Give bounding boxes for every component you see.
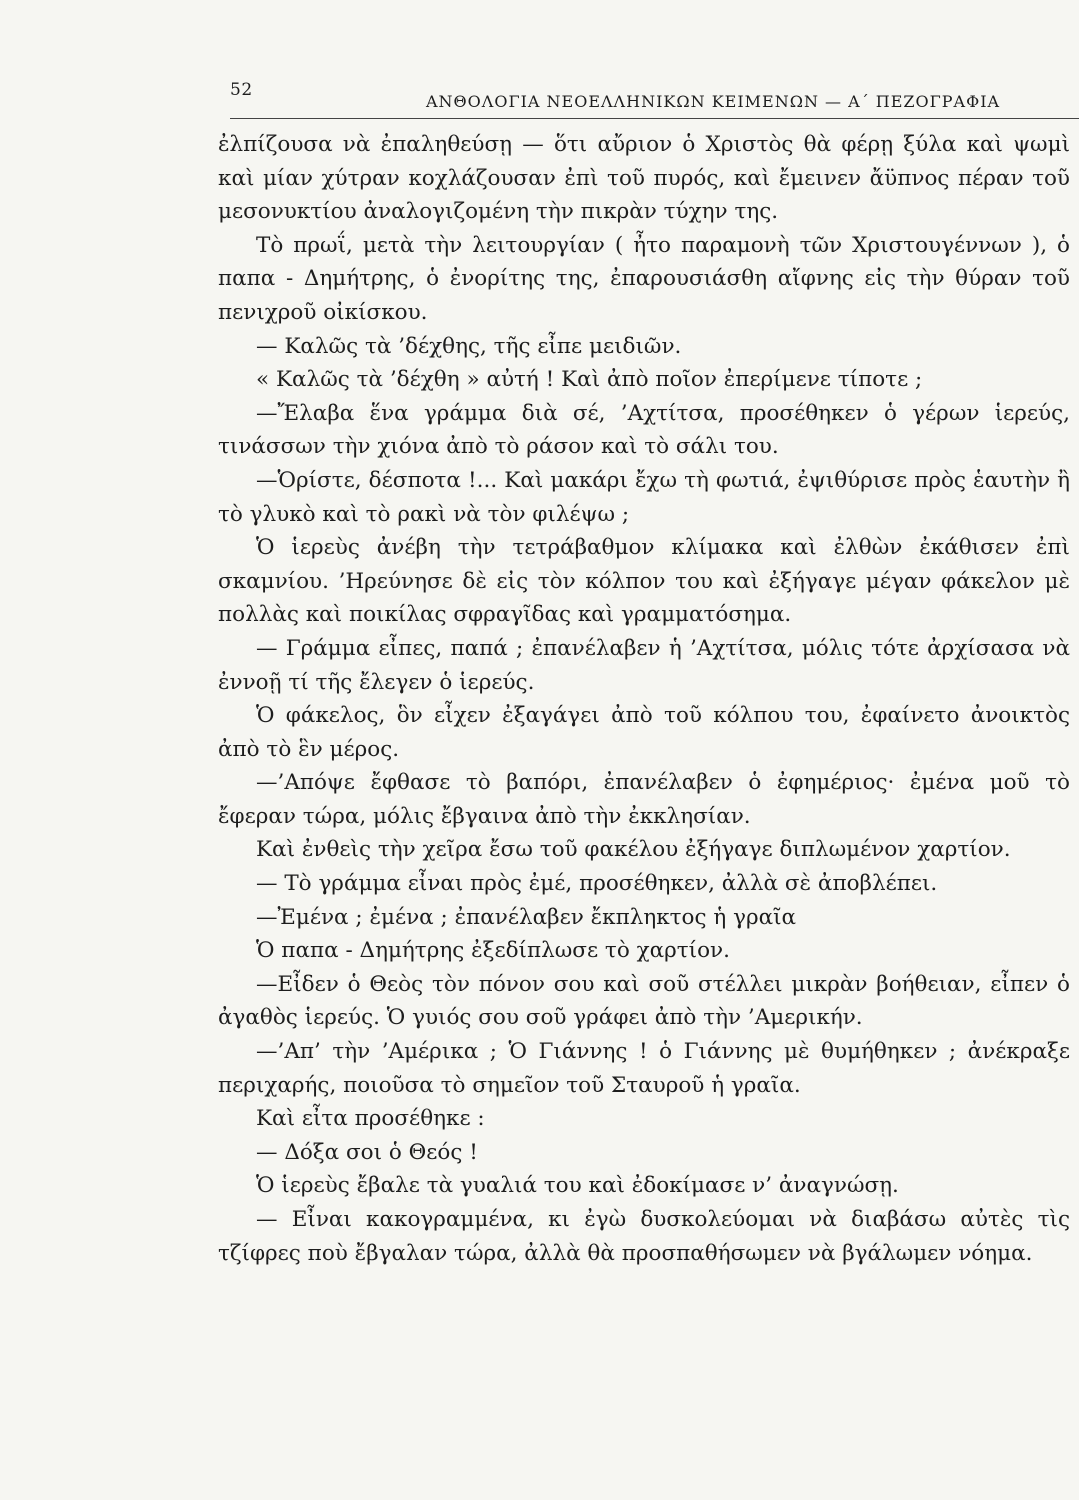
paragraph: —’Απόψε ἔφθασε τὸ βαπόρι, ἐπανέλαβεν ὁ ἐφημέριος· ἐμένα μοῦ τὸ ἔφεραν τώρα, μόλις ἔβγαινα ἀπὸ τὴν ἐκκλησίαν. bbox=[218, 770, 1070, 829]
paragraph: — Δόξα σοι ὁ Θεός ! bbox=[256, 1139, 478, 1165]
paragraph: —Ἐμένα ; ἐμένα ; ἐπανέλαβεν ἔκπληκτος ἡ γραῖα bbox=[256, 904, 797, 930]
paragraph: ἐλπίζουσα νὰ ἐπαληθεύσῃ — ὅτι αὔριον ὁ Χριστὸς θὰ φέρῃ ξύλα καὶ ψωμὶ καὶ μίαν χύτραν κοχλάζουσαν ἐπὶ τοῦ πυρός, καὶ ἔμεινεν ἄϋπνος πέραν τοῦ μεσονυκτίου ἀναλογιζομένη τὴν πικρὰν τύχην της. bbox=[218, 132, 1070, 225]
paragraph: — Εἶναι κακογραμμένα, κι ἐγὼ δυσκολεύομαι νὰ διαβάσω αὐτὲς τὶς τζίφρες ποὺ ἔβγαλαν τώρα, ἀλλὰ θὰ προσπαθήσωμεν νὰ βγάλωμεν νόημα. bbox=[218, 1207, 1070, 1266]
paragraph: Καὶ εἶτα προσέθηκε : bbox=[256, 1106, 485, 1132]
paragraph: — Τὸ γράμμα εἶναι πρὸς ἐμέ, προσέθηκεν, ἀλλὰ σὲ ἀποβλέπει. bbox=[256, 871, 938, 897]
paragraph: Ὁ φάκελος, ὃν εἶχεν ἐξαγάγει ἀπὸ τοῦ κόλπου του, ἐφαίνετο ἀνοικτὸς ἀπὸ τὸ ἓν μέρος. bbox=[218, 703, 1070, 762]
paragraph: Καὶ ἐνθεὶς τὴν χεῖρα ἔσω τοῦ φακέλου ἐξήγαγε διπλωμένον χαρτίον. bbox=[256, 837, 1011, 863]
running-title: ΑΝΘΟΛΟΓΙΑ ΝΕΟΕΛΛΗΝΙΚΩΝ ΚΕΙΜΕΝΩΝ — Α΄ ΠΕΖΟΓΡΑΦΙΑ bbox=[426, 92, 1001, 111]
paragraph: —Ἔλαβα ἕνα γράμμα διὰ σέ, ’Αχτίτσα, προσέθηκεν ὁ γέρων ἱερεύς, τινάσσων τὴν χιόνα ἀπὸ τὸ ράσον καὶ τὸ σάλι του. bbox=[218, 400, 1070, 460]
paragraph: Ὁ ἱερεὺς ἔβαλε τὰ γυαλιά του καὶ ἐδοκίμασε ν’ ἀναγνώσῃ. bbox=[256, 1173, 899, 1199]
paragraph: — Καλῶς τὰ ’δέχθης, τῆς εἶπε μειδιῶν. bbox=[256, 333, 682, 359]
running-head bbox=[230, 80, 1079, 116]
paragraph: —Εἶδεν ὁ Θεὸς τὸν πόνον σου καὶ σοῦ στέλλει μικρὰν βοήθειαν, εἶπεν ὁ ἀγαθὸς ἱερεύς. Ὁ γυιός σου σοῦ γράφει ἀπὸ τὴν ’Αμερικήν. bbox=[218, 971, 1070, 1031]
paragraph: Ὁ ἱερεὺς ἀνέβη τὴν τετράβαθμον κλίμακα καὶ ἐλθὼν ἐκάθισεν ἐπὶ σκαμνίου. ’Ηρεύνησε δὲ εἰς τὸν κόλπον του καὶ ἐξήγαγε μέγαν φάκελον μὲ πολλὰς καὶ ποικίλας σφραγῖδας καὶ γραμματόσημα. bbox=[218, 535, 1070, 628]
header-rule bbox=[230, 118, 1079, 119]
paragraph: —’Απ’ τὴν ’Αμέρικα ; Ὁ Γιάννης ! ὁ Γιάννης μὲ θυμήθηκεν ; ἀνέκραξε περιχαρής, ποιοῦσα τὸ σημεῖον τοῦ Σταυροῦ ἡ γραῖα. bbox=[218, 1039, 1070, 1098]
paragraph: Τὸ πρωΐ, μετὰ τὴν λειτουργίαν ( ἦτο παραμονὴ τῶν Χριστουγέννων ), ὁ παπα - Δημήτρης, ὁ ἐνορίτης της, ἐπαρουσιάσθη αἴφνης εἰς τὴν θύραν τοῦ πενιχροῦ οἰκίσκου. bbox=[218, 232, 1070, 325]
paragraph: —Ὁρίστε, δέσποτα !... Καὶ μακάρι ἔχω τὴ φωτιά, ἐψιθύρισε πρὸς ἑαυτὴν ἢ τὸ γλυκὸ καὶ τὸ ρακὶ νὰ τὸν φιλέψω ; bbox=[218, 467, 1070, 527]
paragraph: Ὁ παπα - Δημήτρης ἐξεδίπλωσε τὸ χαρτίον. bbox=[256, 938, 730, 964]
paragraph: « Καλῶς τὰ ’δέχθη » αὐτή ! Καὶ ἀπὸ ποῖον ἐπερίμενε τίποτε ; bbox=[256, 367, 923, 393]
body-text bbox=[218, 128, 1070, 1270]
paragraph: — Γράμμα εἶπες, παπά ; ἐπανέλαβεν ἡ ’Αχτίτσα, μόλις τότε ἀρχίσασα νὰ ἐννοῇ τί τῆς ἔλεγεν ὁ ἱερεύς. bbox=[218, 635, 1070, 695]
page-number: 52 bbox=[230, 80, 253, 100]
